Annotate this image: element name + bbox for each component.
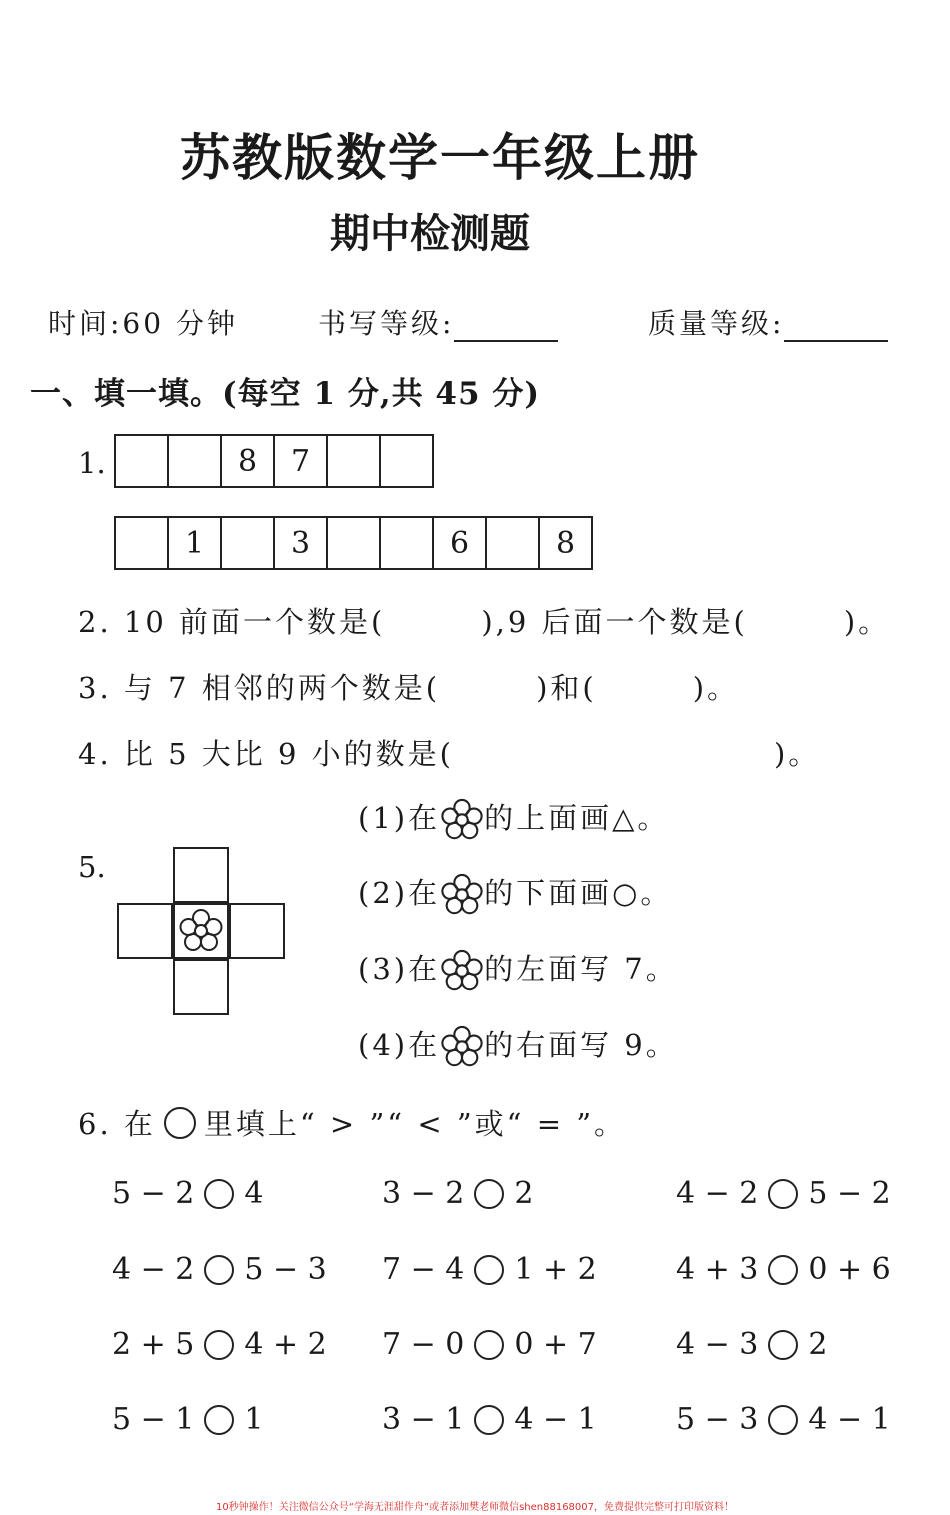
comparison-item [112,1176,263,1211]
q1-row2-cell[interactable] [487,518,540,568]
answer-circle[interactable] [474,1179,504,1209]
comparison-left: 4 − 3 [676,1327,759,1362]
comparison-left: 5 − 1 [112,1402,195,1437]
q1-row1 [114,434,434,488]
comparison-right: 0 + 6 [808,1252,891,1287]
comparison-right: 5 − 3 [244,1252,327,1287]
answer-circle[interactable] [768,1405,798,1435]
footer-note: 10秒钟操作！关注微信公众号“学海无涯甜作舟”或者添加樊老师微信shen88168007，免费提供完整可打印版资料！ [215,1502,735,1513]
answer-circle[interactable] [204,1255,234,1285]
comparison-item [112,1327,327,1362]
comparison-right: 4 [244,1176,264,1211]
quality-grade-blank[interactable] [784,310,888,342]
comparison-right: 5 − 2 [808,1176,891,1211]
grid-cell-center [173,903,229,959]
comparison-item [382,1252,597,1287]
q4-text: 4. 比 5 大比 9 小的数是( )。 [78,737,821,771]
grid-cell-top[interactable] [173,847,229,903]
comparison-right: 2 [514,1176,534,1211]
quality-grade-label: 质量等级: [648,307,785,340]
q5-item-2 [358,871,672,917]
comparison-left: 2 + 5 [112,1327,195,1362]
q5-item-post: 的左面写 7。 [484,952,678,986]
q1-row1-cell[interactable] [328,436,381,486]
page-title: 苏教版数学一年级上册 [180,129,700,187]
q1-row1-cell[interactable] [169,436,222,486]
q1-row2-cell: 6 [434,518,487,568]
writing-grade [318,302,558,342]
comparison-right: 4 − 1 [808,1402,891,1437]
q6-instruction [78,1102,626,1143]
answer-circle[interactable] [474,1330,504,1360]
comparison-left: 4 − 2 [112,1252,195,1287]
comparison-item [676,1176,891,1211]
q1-number: 1. [78,446,106,480]
comparison-item [382,1327,597,1362]
q1-row1-cell: 8 [222,436,275,486]
flower-icon [440,873,484,917]
answer-circle[interactable] [768,1179,798,1209]
comparison-left: 5 − 3 [676,1402,759,1437]
answer-circle[interactable] [204,1330,234,1360]
time-label: 时间:60 分钟 [48,307,238,340]
grid-cell-right[interactable] [229,903,285,959]
q5-item-post: 的右面写 9。 [484,1028,678,1062]
q5-item-3 [358,947,678,993]
q5-item-post: 的上面画△。 [484,801,670,835]
q1-row2-cell[interactable] [116,518,169,568]
answer-circle[interactable] [204,1179,234,1209]
grid-cell-left[interactable] [117,903,173,959]
q1-row2-cell[interactable] [222,518,275,568]
answer-circle[interactable] [204,1405,234,1435]
comparison-left: 3 − 1 [382,1402,465,1437]
q1-row2-cell: 8 [555,525,576,561]
answer-circle[interactable] [474,1255,504,1285]
q1-row1-cell[interactable] [116,436,169,486]
quality-grade [648,302,888,342]
comparison-left: 7 − 0 [382,1327,465,1362]
writing-grade-label: 书写等级: [318,307,455,340]
comparison-left: 5 − 2 [112,1176,195,1211]
q5-item-1 [358,796,669,842]
writing-grade-blank[interactable] [454,310,558,342]
grid-cell-bottom[interactable] [173,959,229,1015]
answer-circle[interactable] [768,1330,798,1360]
comparison-item [112,1252,327,1287]
comparison-right: 4 + 2 [244,1327,327,1362]
answer-circle[interactable] [474,1405,504,1435]
comparison-item [676,1327,827,1362]
q3-text: 3. 与 7 相邻的两个数是( )和( )。 [78,671,740,705]
q5-item-4 [358,1023,678,1069]
comparison-right: 1 [244,1402,264,1437]
q5-number: 5. [78,850,106,884]
comparison-item [676,1402,891,1437]
flower-icon [178,908,224,954]
answer-circle[interactable] [768,1255,798,1285]
q5-item-pre: (2)在 [358,876,441,910]
q1-row2 [114,516,593,570]
q1-row1-cell: 7 [275,436,328,486]
flower-icon [440,949,484,993]
comparison-item [676,1252,891,1287]
flower-icon [440,1025,484,1069]
comparison-item [112,1402,263,1437]
comparison-item [382,1402,597,1437]
q1-row2-cell: 3 [275,518,328,568]
section-heading: 一、填一填。(每空 1 分,共 45 分) [30,376,541,412]
flower-icon [440,798,484,842]
comparison-left: 3 − 2 [382,1176,465,1211]
page-subtitle: 期中检测题 [330,211,530,257]
comparison-left: 4 + 3 [676,1252,759,1287]
q5-item-pre: (1)在 [358,801,441,835]
q5-item-post: 的下面画○。 [484,876,673,910]
comparison-left: 4 − 2 [676,1176,759,1211]
q6-pre: 6. 在 [78,1107,156,1141]
q2-text: 2. 10 前面一个数是( ),9 后面一个数是( )。 [78,605,891,639]
comparison-right: 1 + 2 [514,1252,597,1287]
q5-item-pre: (4)在 [358,1028,441,1062]
q6-post: 里填上“ > ”“ < ”或“ = ”。 [203,1107,627,1141]
q1-row1-cell[interactable] [381,436,432,486]
comparison-right: 0 + 7 [514,1327,597,1362]
comparison-item [382,1176,533,1211]
q1-row2-cell[interactable] [328,518,381,568]
comparison-right: 4 − 1 [514,1402,597,1437]
q5-item-pre: (3)在 [358,952,441,986]
q1-row2-cell: 1 [169,518,222,568]
comparison-left: 7 − 4 [382,1252,465,1287]
q1-row2-cell[interactable] [381,518,434,568]
comparison-right: 2 [808,1327,828,1362]
circle-icon [164,1107,196,1139]
